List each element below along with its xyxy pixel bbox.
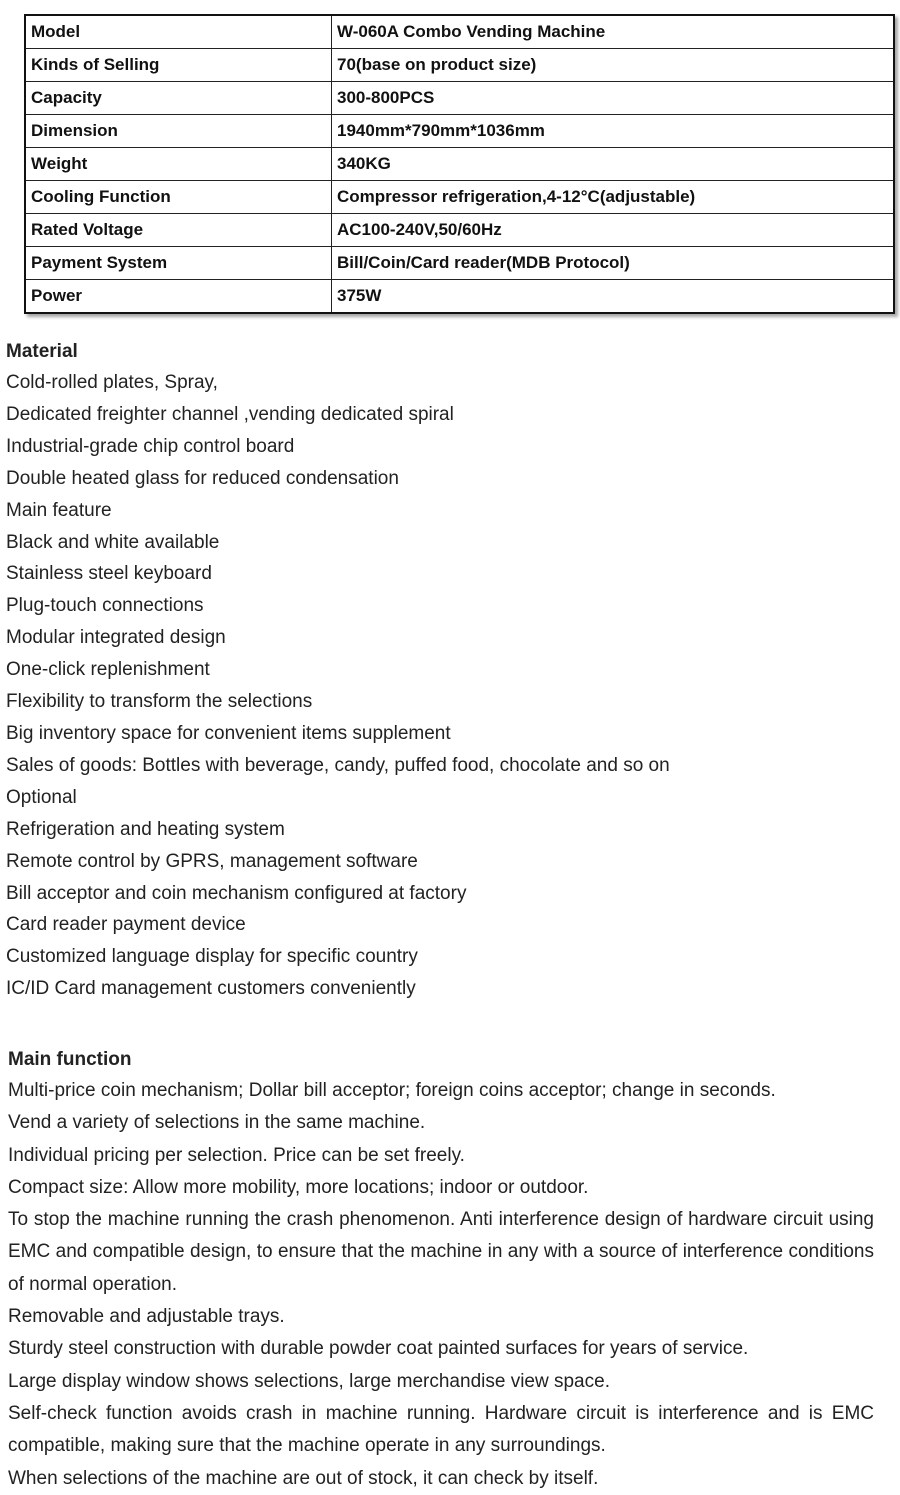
spec-row-kinds-of-selling xyxy=(25,49,894,82)
main-function-line: Large display window shows selections, large merchandise view space. xyxy=(8,1370,610,1392)
material-line: Cold-rolled plates, Spray, xyxy=(6,372,218,393)
main-function-paragraph: To stop the machine running the crash phenomenon. Anti interference design of hardware circuit using EMC and compatible design, to ensure that the machine in any with a source of interference conditions of normal operation. xyxy=(8,1209,874,1295)
spec-value: 70(base on product size) xyxy=(332,49,895,82)
material-line: IC/ID Card management customers conveniently xyxy=(6,978,416,1000)
spec-label: Kinds of Selling xyxy=(25,49,332,82)
spec-value: W-060A Combo Vending Machine xyxy=(332,15,895,49)
material-line: Plug-touch connections xyxy=(6,595,204,617)
main-function-line: Multi-price coin mechanism; Dollar bill acceptor; foreign coins acceptor; change in seconds. xyxy=(8,1080,776,1101)
spec-row-power xyxy=(25,279,894,313)
material-line: Big inventory space for convenient items supplement xyxy=(6,722,451,744)
spec-row-cooling-function xyxy=(25,180,894,213)
main-function-line: Removable and adjustable trays. xyxy=(8,1306,285,1328)
material-line: Industrial-grade chip control board xyxy=(6,435,295,457)
spec-row-model xyxy=(25,15,894,49)
spec-label: Dimension xyxy=(25,114,332,147)
spec-label: Capacity xyxy=(25,81,332,114)
spec-label: Cooling Function xyxy=(25,180,332,213)
material-line: Refrigeration and heating system xyxy=(6,818,285,840)
spec-value: 1940mm*790mm*1036mm xyxy=(332,114,895,147)
material-section xyxy=(6,336,886,1005)
spec-table xyxy=(24,14,895,314)
spec-value: 300-800PCS xyxy=(332,81,895,114)
main-function-section xyxy=(8,1044,874,1495)
main-function-line: Compact size: Allow more mobility, more locations; indoor or outdoor. xyxy=(8,1176,589,1198)
material-line: Stainless steel keyboard xyxy=(6,563,212,585)
spec-label: Weight xyxy=(25,147,332,180)
material-line: Main feature xyxy=(6,499,112,521)
material-line: Modular integrated design xyxy=(6,627,226,649)
material-heading: Material xyxy=(6,341,78,362)
material-line: One-click replenishment xyxy=(6,659,210,681)
material-line: Remote control by GPRS, management software xyxy=(6,850,418,872)
main-function-line: Individual pricing per selection. Price can be set freely. xyxy=(8,1144,465,1166)
spec-value: 375W xyxy=(332,279,895,313)
main-function-line: Sturdy steel construction with durable powder coat painted surfaces for years of service. xyxy=(8,1338,749,1360)
material-line: Card reader payment device xyxy=(6,914,246,936)
material-line: Customized language display for specific country xyxy=(6,946,418,968)
main-function-line: When selections of the machine are out of stock, it can check by itself. xyxy=(8,1467,599,1489)
spec-row-capacity xyxy=(25,81,894,114)
material-line: Black and white available xyxy=(6,531,220,553)
spec-label: Power xyxy=(25,279,332,313)
material-line: Bill acceptor and coin mechanism configured at factory xyxy=(6,882,467,904)
spec-label: Model xyxy=(25,15,332,49)
spec-label: Payment System xyxy=(25,246,332,279)
main-function-paragraph: Self-check function avoids crash in machine running. Hardware circuit is interference and is EMC compatible, making sure that the machine operate in any surroundings. xyxy=(8,1402,874,1457)
spec-value: AC100-240V,50/60Hz xyxy=(332,213,895,246)
material-line: Double heated glass for reduced condensation xyxy=(6,467,399,489)
spec-row-weight xyxy=(25,147,894,180)
material-line: Optional xyxy=(6,786,77,808)
spec-row-dimension xyxy=(25,114,894,147)
spec-value: Compressor refrigeration,4-12°C(adjustable) xyxy=(332,180,895,213)
spec-table-body xyxy=(25,15,894,313)
material-line: Flexibility to transform the selections xyxy=(6,691,313,713)
main-function-line: Vend a variety of selections in the same machine. xyxy=(8,1112,426,1134)
material-line: Dedicated freighter channel ,vending dedicated spiral xyxy=(6,403,454,425)
spec-value: 340KG xyxy=(332,147,895,180)
spec-row-payment-system xyxy=(25,246,894,279)
spec-value: Bill/Coin/Card reader(MDB Protocol) xyxy=(332,246,895,279)
spec-label: Rated Voltage xyxy=(25,213,332,246)
main-function-heading: Main function xyxy=(8,1049,132,1070)
material-line: Sales of goods: Bottles with beverage, candy, puffed food, chocolate and so on xyxy=(6,754,670,776)
spec-row-rated-voltage xyxy=(25,213,894,246)
